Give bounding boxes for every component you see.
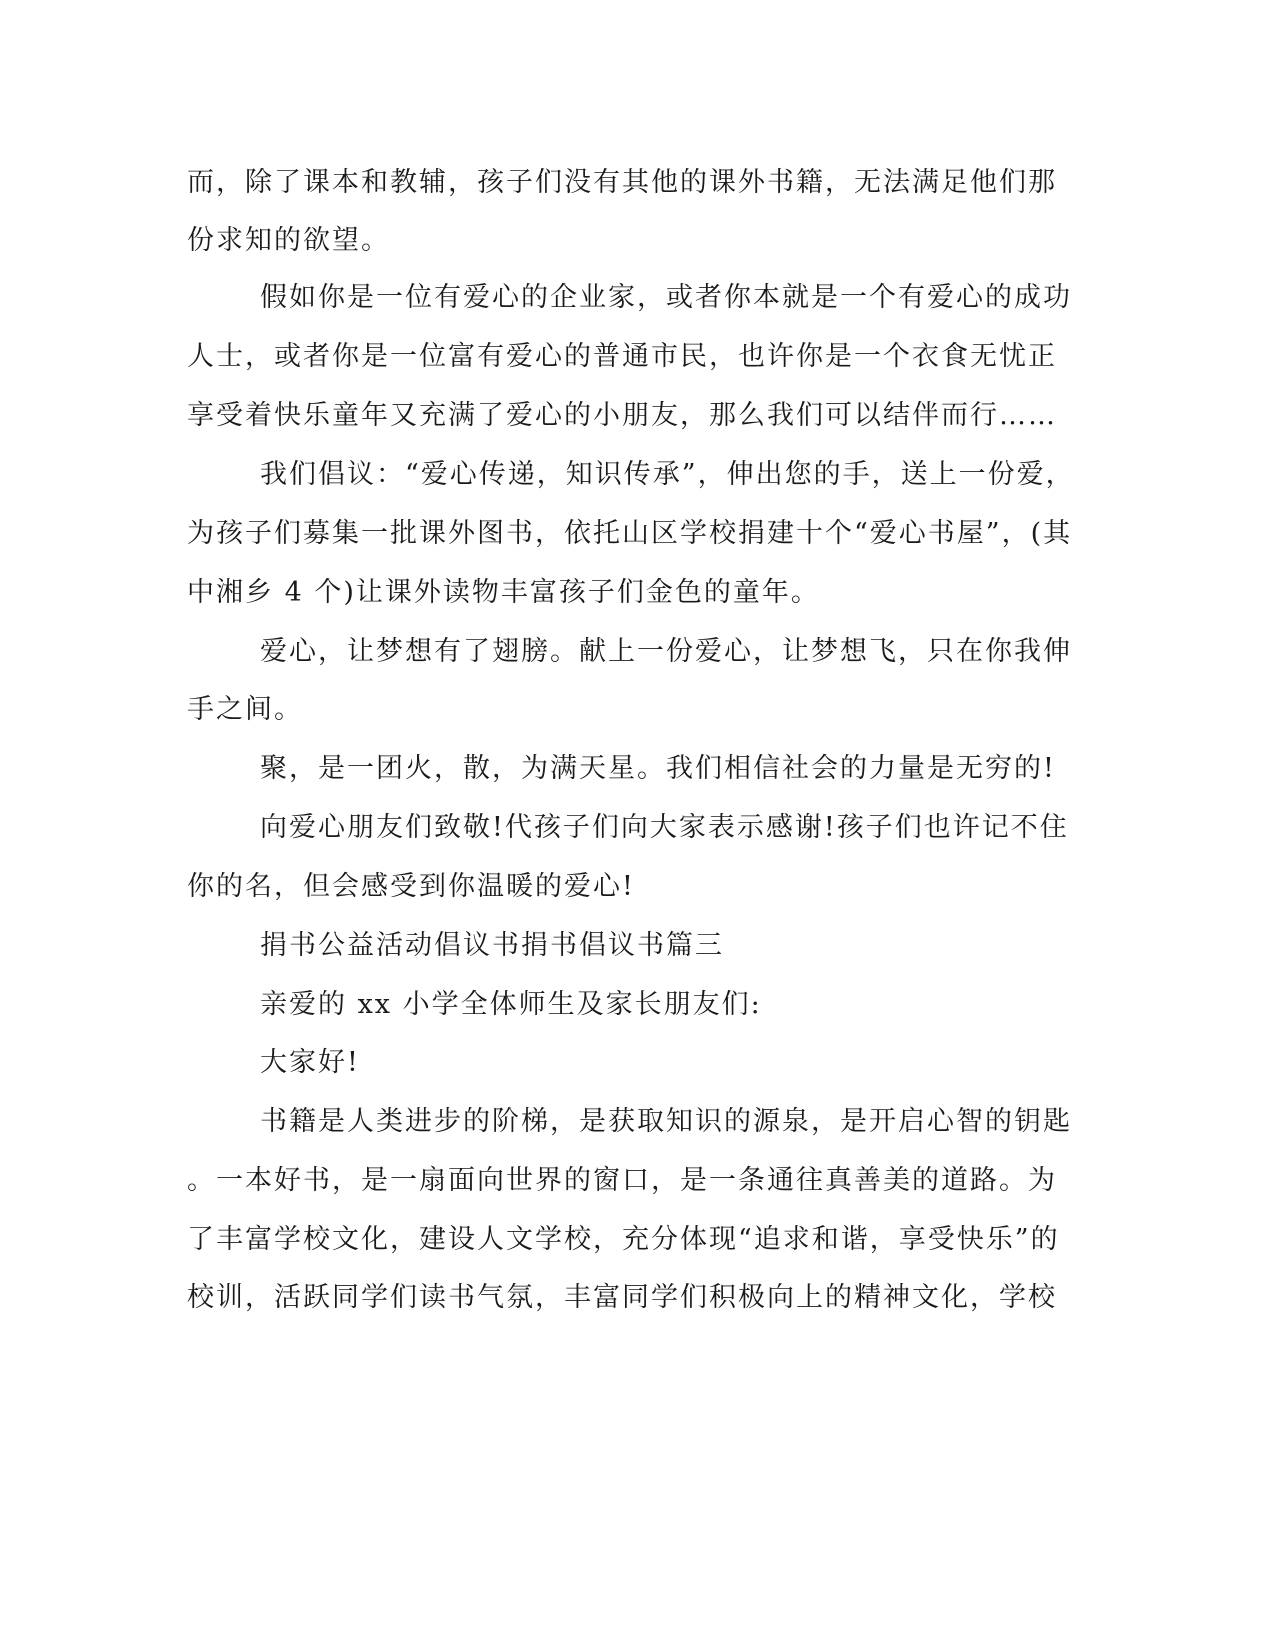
paragraph-line: 了丰富学校文化，建设人文学校，充分体现“追求和谐，享受快乐”的 <box>187 1224 1060 1255</box>
paragraph-line: 校训，活跃同学们读书气氛，丰富同学们积极向上的精神文化，学校 <box>187 1282 1057 1313</box>
salutation: 亲爱的 xx 小学全体师生及家长朋友们: <box>260 989 762 1020</box>
paragraph-line: 而，除了课本和教辅，孩子们没有其他的课外书籍，无法满足他们那 <box>187 167 1057 198</box>
paragraph-line: 人士，或者你是一位富有爱心的普通市民，也许你是一个衣食无忧正 <box>187 341 1057 372</box>
paragraph-line: 假如你是一位有爱心的企业家，或者你本就是一个有爱心的成功 <box>260 282 1072 313</box>
paragraph-line: 我们倡议：“爱心传递，知识传承”，伸出您的手，送上一份爱， <box>260 459 1075 490</box>
paragraph-line: 向爱心朋友们致敬!代孩子们向大家表示感谢!孩子们也许记不住 <box>260 812 1069 843</box>
paragraph-line: 份求知的欲望。 <box>187 225 390 256</box>
paragraph-line: 聚，是一团火，散，为满天星。我们相信社会的力量是无穷的! <box>260 753 1056 784</box>
paragraph-line: 书籍是人类进步的阶梯，是获取知识的源泉，是开启心智的钥匙 <box>260 1106 1072 1137</box>
greeting: 大家好! <box>260 1047 360 1078</box>
paragraph-line: 爱心，让梦想有了翅膀。献上一份爱心，让梦想飞，只在你我伸 <box>260 636 1072 667</box>
section-heading: 捐书公益活动倡议书捐书倡议书篇三 <box>260 930 724 961</box>
paragraph-line: 你的名，但会感受到你温暖的爱心! <box>187 871 635 902</box>
paragraph-line: 享受着快乐童年又充满了爱心的小朋友，那么我们可以结伴而行…… <box>187 400 1057 431</box>
paragraph-line: 中湘乡 4 个)让课外读物丰富孩子们金色的童年。 <box>187 577 820 608</box>
paragraph-line: 。一本好书，是一扇面向世界的窗口，是一条通往真善美的道路。为 <box>187 1165 1057 1196</box>
paragraph-line: 手之间。 <box>187 694 303 725</box>
paragraph-line: 为孩子们募集一批课外图书，依托山区学校捐建十个“爱心书屋”，(其 <box>187 518 1073 549</box>
